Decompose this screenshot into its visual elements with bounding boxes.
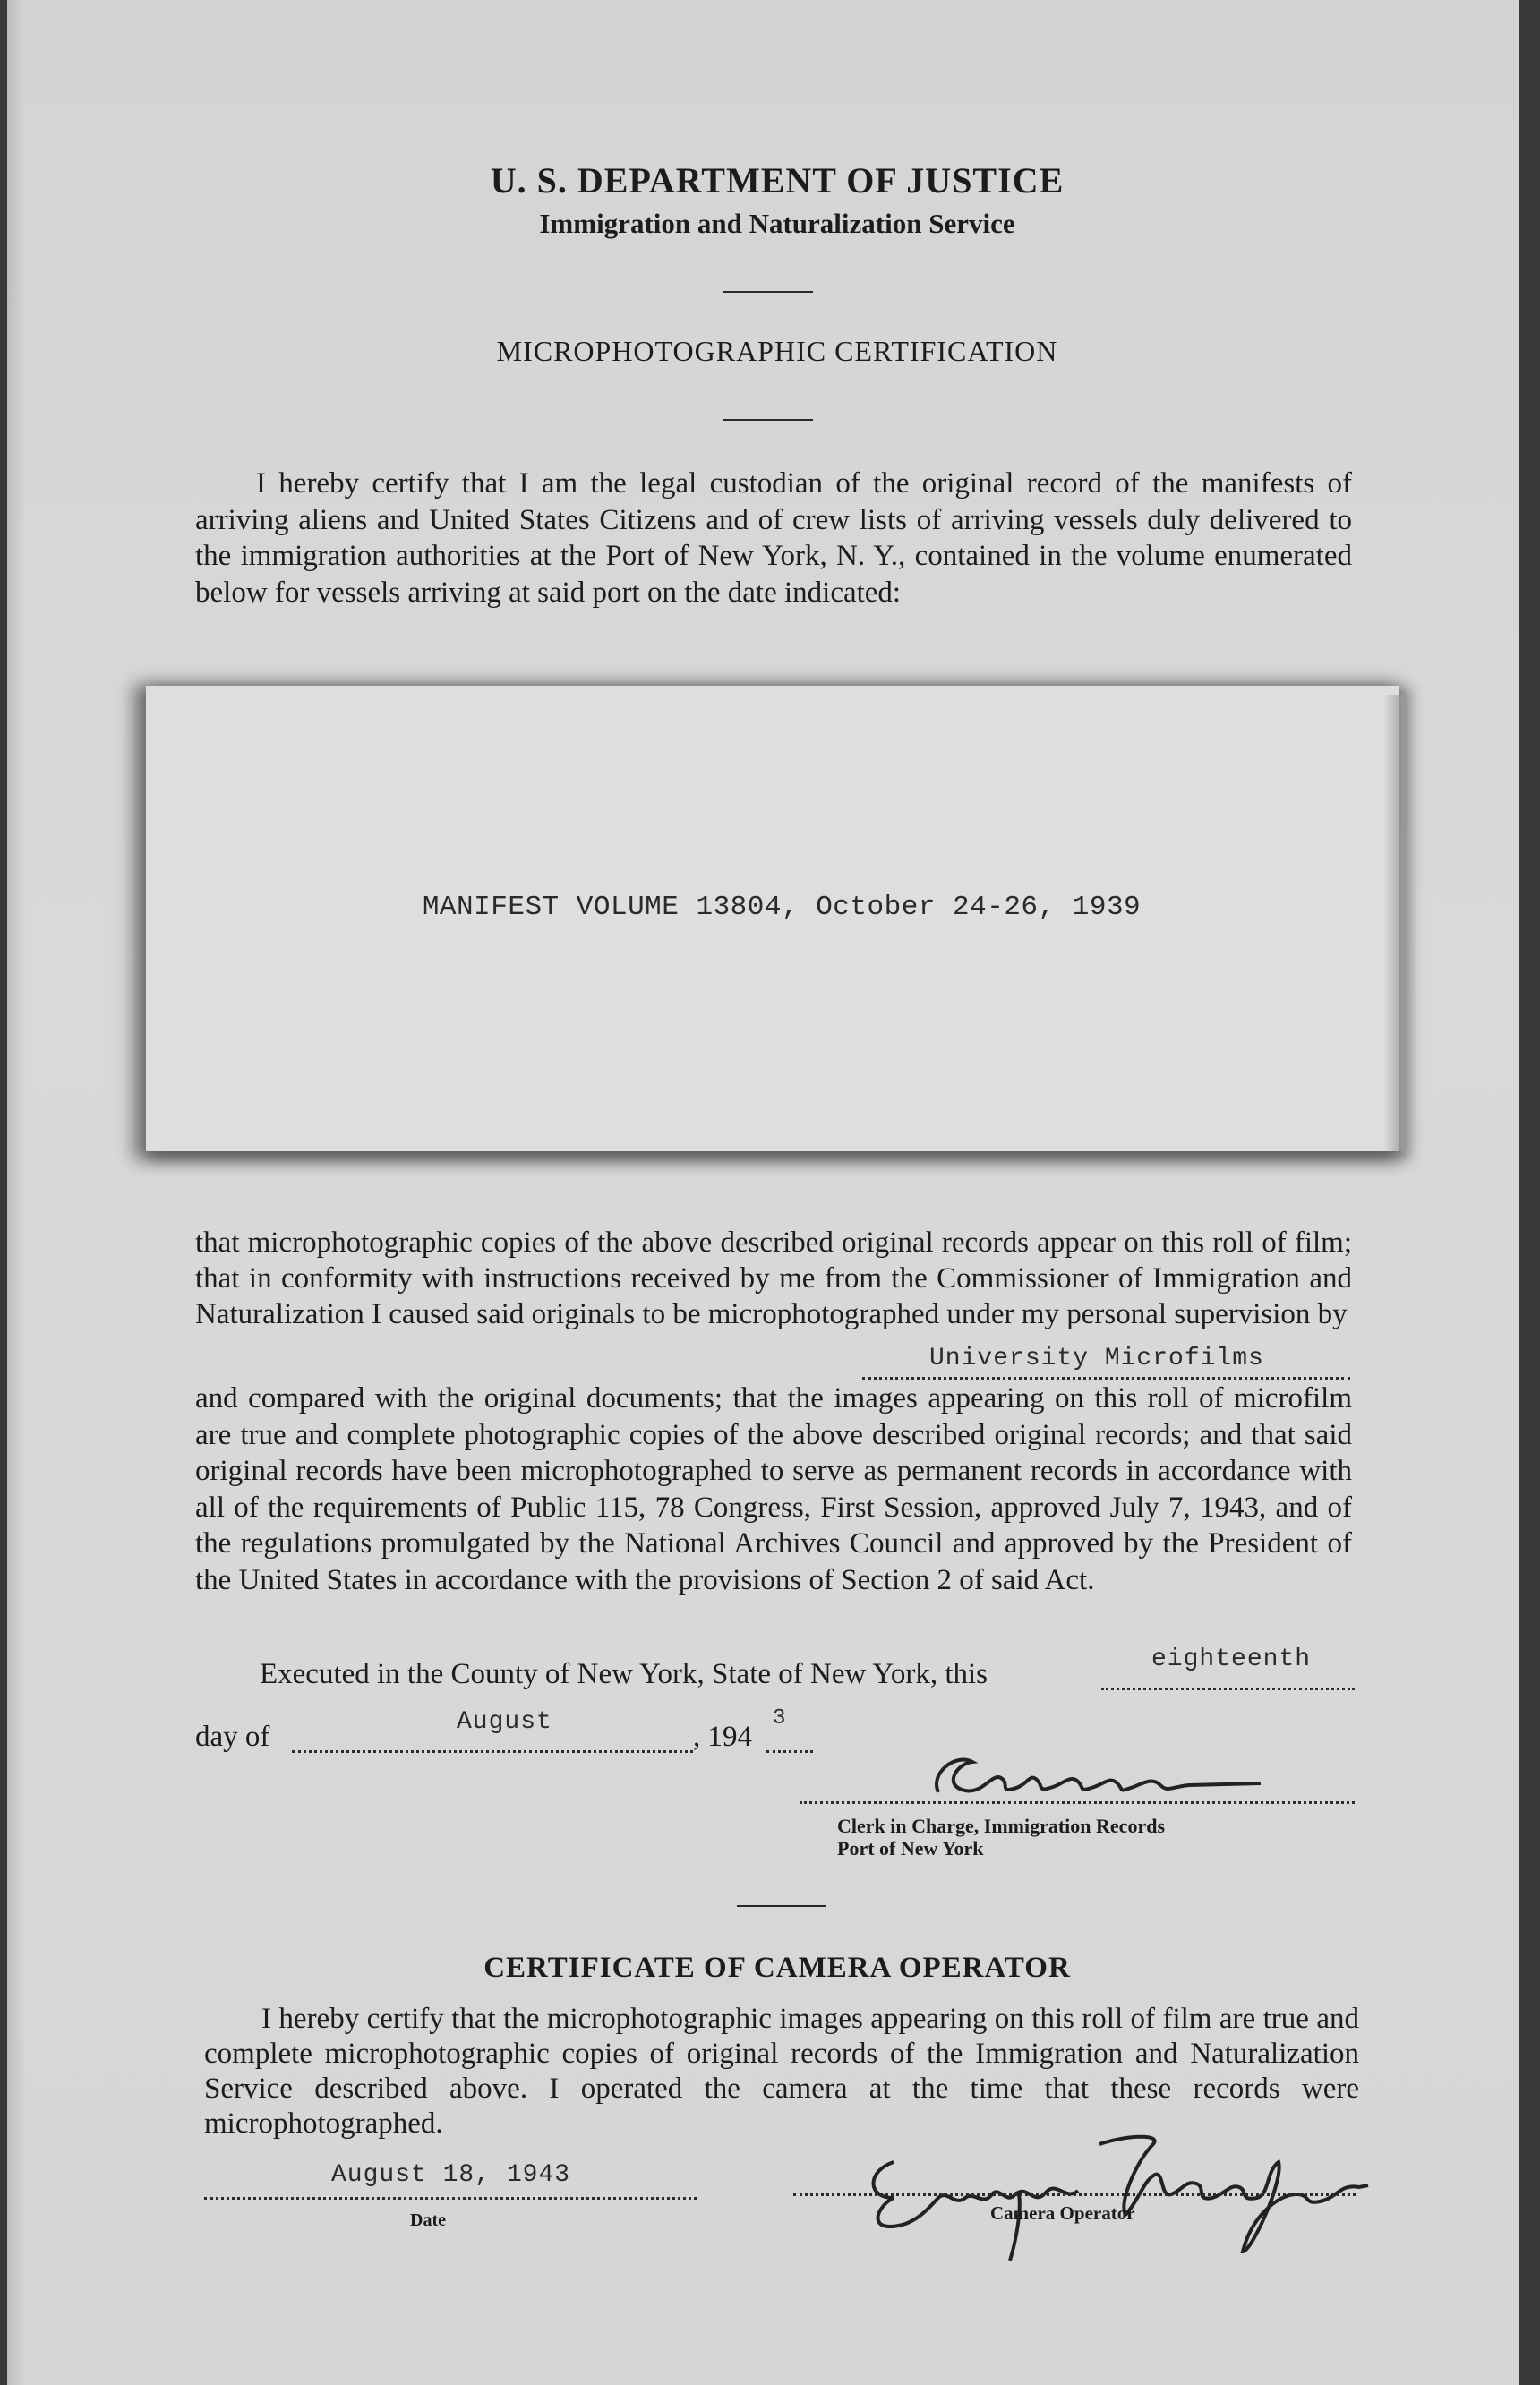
clerk-signature (903, 1737, 1296, 1808)
clerk-title-line1: Clerk in Charge, Immigration Records (837, 1815, 1166, 1837)
divider (737, 1905, 826, 1907)
supervisor-dotted-line (862, 1377, 1350, 1380)
divider (723, 419, 813, 421)
body-paragraph (195, 1225, 1352, 1332)
day-dotted-line (1101, 1688, 1355, 1690)
service-subtitle: Immigration and Naturalization Service (539, 208, 1015, 239)
operator-dotted-line (793, 2193, 1356, 2196)
clerk-dotted-line (800, 1801, 1355, 1804)
day-value: eighteenth (1151, 1646, 1312, 1673)
year-dotted-line (766, 1750, 813, 1753)
date-value: August 18, 1943 (331, 2161, 571, 2189)
year-digit: 3 (773, 1706, 787, 1731)
operator-signature (831, 2108, 1386, 2261)
body-paragraph-part2: and compared with the original documents; that the images appearing on this roll of microfilm are true and complete photographic copies of the above described original records; and that said original records have been microphotographed to serve as permanent records in accordance with all of the requirements of Public 115, 78 Congress, First Session, approved July 7, 1943, and of the regulations promulgated by the National Archives Council and approved by the President of the United States in accordance with the provisions of Section 2 of said Act. (195, 1382, 1352, 1596)
camera-operator-heading: CERTIFICATE OF CAMERA OPERATOR (483, 1952, 1071, 1984)
day-of-label: day of (195, 1721, 270, 1753)
year-prefix: , 194 (693, 1721, 752, 1753)
executed-prefix: Executed in the County of New York, State of New York, this (260, 1658, 988, 1690)
date-label: Date (410, 2210, 446, 2230)
document-page (7, 0, 1519, 2385)
date-dotted-line (204, 2197, 697, 2200)
month-value: August (457, 1708, 552, 1736)
month-dotted-line (292, 1750, 693, 1753)
department-title: U. S. DEPARTMENT OF JUSTICE (490, 160, 1065, 201)
supervisor-value: University Microfilms (929, 1345, 1264, 1372)
manifest-volume-text: MANIFEST VOLUME 13804, October 24-26, 1939 (422, 892, 1142, 923)
intro-paragraph: I hereby certify that I am the legal custodian of the original record of the manifests of arriving aliens and United States Citizens and of crew lists of arriving vessels duly delivered to the immigration authorities at the Port of New York, N. Y., contained in the volume enumerated below for vessels arriving at said port on the date indicated: (195, 467, 1352, 609)
clerk-title-line2: Port of New York (837, 1837, 984, 1859)
body-paragraph-continued (195, 1381, 1352, 1598)
camera-operator-paragraph: I hereby certify that the microphotographic images appearing on this roll of film are true and complete microphotographic copies of original records of the Immigration and Naturalization Service described above. I operated the camera at the time that these records were microphotographed. (204, 2003, 1359, 2140)
body-paragraph-part1: that microphotographic copies of the above described original records appear on this roll of film; that in conformity with instructions received by me from the Commissioner of Immigration and Naturalization I caused said originals to be microphotographed under my personal supervision by (195, 1227, 1352, 1330)
camera-operator-label: Camera Operator (990, 2202, 1135, 2224)
divider (723, 291, 813, 293)
manifest-card (146, 686, 1399, 1151)
certification-title: MICROPHOTOGRAPHIC CERTIFICATION (496, 335, 1058, 367)
